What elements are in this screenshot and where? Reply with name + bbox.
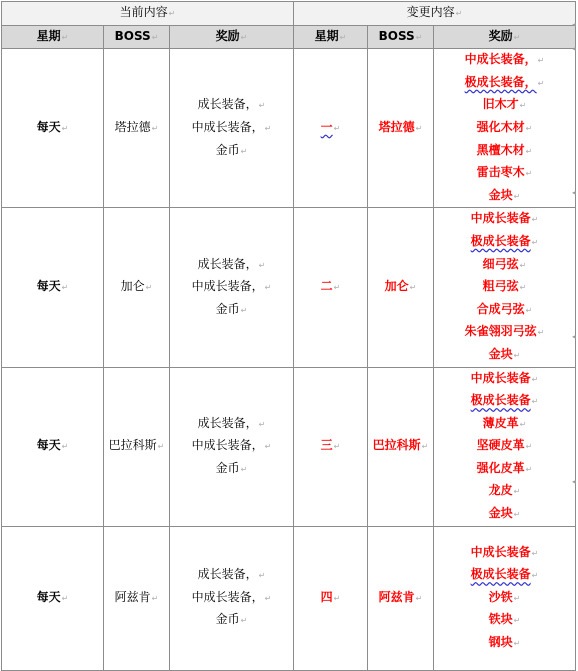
table-row [2,208,576,367]
reward-line [170,254,293,277]
changed-rewards [434,49,576,208]
paragraph-mark: ↵ [421,442,429,452]
edge-marker: ◂ [572,477,577,486]
reward-line [434,94,575,117]
changed-weekday [294,526,368,670]
changed-boss-text: 塔拉德 [378,119,415,134]
reward-text: 沙铁 [488,589,513,604]
paragraph-mark: ↵ [240,464,248,474]
paragraph-mark: ↵ [537,328,545,338]
reward-text: 中成长装备 [470,211,531,226]
current-boss [104,367,170,526]
changed-boss-text: 加仑 [384,279,409,294]
current-weekday-text: 每天 [36,279,61,294]
reward-line [434,542,575,565]
reward-line [434,140,575,163]
reward-text: 中成长装备 [470,370,531,385]
paragraph-mark: ↵ [525,464,533,474]
changed-boss [368,49,434,208]
changed-weekday [294,367,368,526]
paragraph-mark: ↵ [537,56,545,66]
reward-line [434,609,575,632]
paragraph-mark: ↵ [525,305,533,315]
paragraph-mark: ↵ [240,616,248,626]
reward-text: 成长装备， [197,256,258,271]
changed-content-header: 变更内容↵ [294,2,576,26]
paragraph-mark: ↵ [531,215,539,225]
paragraph-mark: ↵ [531,237,539,247]
changed-weekday [294,49,368,208]
reward-text: 极成长装备 [470,233,531,248]
reward-line [170,140,293,163]
reward-line [434,254,575,277]
reward-change-table [1,1,576,671]
paragraph-mark: ↵ [531,374,539,384]
reward-line [434,503,575,526]
column-header-row [2,25,576,49]
paragraph-mark: ↵ [151,123,159,133]
reward-text: 强化皮革 [476,460,525,475]
paragraph-mark: ↵ [519,419,527,429]
reward-text: 中成长装备， [191,589,264,604]
reward-text: 金币 [215,301,240,316]
reward-text: 薄皮革 [482,415,519,430]
reward-line [170,276,293,299]
reward-text: 黑檀木材 [476,142,525,157]
paragraph-mark: ↵ [258,571,266,581]
table-row [2,367,576,526]
paragraph-mark: ↵ [513,639,521,649]
paragraph-mark: ↵ [513,510,521,520]
paragraph-mark: ↵ [537,78,545,88]
reward-line [434,49,575,72]
paragraph-mark: ↵ [145,283,153,293]
paragraph-mark: ↵ [513,593,521,603]
reward-text: 细弓弦 [482,256,519,271]
reward-text: 金币 [215,460,240,475]
paragraph-mark: ↵ [240,305,248,315]
changed-boss [368,208,434,367]
paragraph-mark: ↵ [513,487,521,497]
reward-text: 中成长装备， [464,52,537,67]
paragraph-mark: ↵ [409,283,417,293]
reward-line [170,94,293,117]
paragraph-mark: ↵ [525,123,533,133]
changed-boss-text: 巴拉科斯 [372,438,421,453]
current-weekday-text: 每天 [36,438,61,453]
reward-text: 粗弓弦 [482,279,519,294]
reward-text: 中成长装备， [191,119,264,134]
current-rewards [170,208,294,367]
reward-text: 中成长装备 [470,544,531,559]
reward-text: 强化木材 [476,119,525,134]
changed-boss-text: 阿兹肯 [378,589,415,604]
changed-weekday-text: 二 [320,279,333,294]
edge-marker: ◂ [572,20,577,29]
paragraph-mark: ↵ [333,593,341,603]
reward-text: 龙皮 [488,483,513,498]
paragraph-mark: ↵ [264,283,272,293]
paragraph-mark: ↵ [531,548,539,558]
reward-line [434,587,575,610]
current-boss-text: 塔拉德 [114,119,151,134]
changed-weekday-text: 三 [320,438,333,453]
group-header-row [2,2,576,26]
paragraph-mark: ↵ [61,593,69,603]
current-weekday [2,526,104,670]
reward-line [434,276,575,299]
changed-weekday-text: 一 [320,119,333,134]
edge-marker: ◂ [572,44,577,53]
paragraph-mark: ↵ [519,283,527,293]
current-boss-text: 巴拉科斯 [108,438,157,453]
reward-text: 极成长装备， [464,74,537,89]
paragraph-mark: ↵ [61,123,69,133]
paragraph-mark: ↵ [264,593,272,603]
reward-text: 中成长装备， [191,279,264,294]
current-boss [104,526,170,670]
reward-line [434,368,575,391]
reward-text: 极成长装备 [470,567,531,582]
col-weekday-current: 星期↵ [2,25,104,49]
paragraph-mark: ↵ [333,442,341,452]
paragraph-mark: ↵ [513,350,521,360]
paragraph-mark: ↵ [151,593,159,603]
reward-line [434,299,575,322]
reward-line [170,609,293,632]
current-rewards [170,526,294,670]
current-content-header: 当前内容↵ [2,2,294,26]
current-boss-text: 加仑 [120,279,145,294]
reward-line [434,564,575,587]
paragraph-mark: ↵ [513,191,521,201]
col-boss-current: BOSS↵ [104,25,170,49]
reward-line [170,564,293,587]
current-boss [104,49,170,208]
reward-line [170,458,293,481]
paragraph-mark: ↵ [333,283,341,293]
paragraph-mark: ↵ [258,419,266,429]
paragraph-mark: ↵ [333,123,341,133]
reward-line [434,321,575,344]
paragraph-mark: ↵ [415,123,423,133]
paragraph-mark: ↵ [513,616,521,626]
paragraph-mark: ↵ [525,169,533,179]
reward-line [170,587,293,610]
edge-marker: ◂ [572,332,577,341]
paragraph-mark: ↵ [258,260,266,270]
reward-line [434,231,575,254]
reward-line [434,117,575,140]
reward-text: 金币 [215,612,240,627]
reward-text: 铁块 [488,612,513,627]
changed-boss [368,367,434,526]
reward-line [434,632,575,655]
current-boss [104,208,170,367]
reward-text: 坚硬皮革 [476,438,525,453]
reward-text: 旧木才 [482,97,519,112]
reward-text: 金块 [488,506,513,521]
changed-rewards [434,208,576,367]
paragraph-mark: ↵ [531,571,539,581]
reward-text: 成长装备， [197,415,258,430]
changed-weekday [294,208,368,367]
current-rewards [170,367,294,526]
changed-weekday-text: 四 [320,589,333,604]
current-weekday [2,367,104,526]
reward-line [434,185,575,208]
reward-line [434,413,575,436]
reward-text: 金块 [488,346,513,361]
current-weekday-text: 每天 [36,589,61,604]
reward-text: 金币 [215,142,240,157]
paragraph-mark: ↵ [525,146,533,156]
edge-marker: ◂ [572,188,577,197]
reward-line [434,480,575,503]
changed-rewards [434,367,576,526]
reward-text: 钢块 [488,635,513,650]
col-weekday-changed: 星期↵ [294,25,368,49]
paragraph-mark: ↵ [61,442,69,452]
table-row [2,526,576,670]
current-weekday-text: 每天 [36,119,61,134]
reward-line [434,390,575,413]
reward-text: 成长装备， [197,567,258,582]
changed-boss [368,526,434,670]
reward-line [170,435,293,458]
reward-text: 金块 [488,187,513,202]
paragraph-mark: ↵ [519,260,527,270]
reward-line [434,162,575,185]
paragraph-mark: ↵ [519,101,527,111]
reward-line [170,299,293,322]
paragraph-mark: ↵ [240,146,248,156]
paragraph-mark: ↵ [531,397,539,407]
paragraph-mark: ↵ [415,593,423,603]
col-boss-changed: BOSS↵ [368,25,434,49]
reward-line [434,435,575,458]
reward-line [434,458,575,481]
current-boss-text: 阿兹肯 [114,589,151,604]
reward-text: 成长装备， [197,97,258,112]
reward-line [170,117,293,140]
paragraph-mark: ↵ [264,123,272,133]
paragraph-mark: ↵ [525,442,533,452]
reward-text: 合成弓弦 [476,301,525,316]
changed-rewards [434,526,576,670]
reward-text: 中成长装备， [191,438,264,453]
current-weekday [2,208,104,367]
reward-text: 极成长装备 [470,393,531,408]
paragraph-mark: ↵ [61,283,69,293]
reward-text: 朱雀翎羽弓弦 [464,324,537,339]
paragraph-mark: ↵ [157,442,165,452]
current-weekday [2,49,104,208]
reward-text: 雷击枣木 [476,165,525,180]
col-reward-changed: 奖励↵ [434,25,576,49]
reward-line [434,208,575,231]
reward-line [170,413,293,436]
table-row [2,49,576,208]
paragraph-mark: ↵ [264,442,272,452]
reward-line [434,72,575,95]
current-rewards [170,49,294,208]
reward-line [434,344,575,367]
col-reward-current: 奖励↵ [170,25,294,49]
paragraph-mark: ↵ [258,101,266,111]
